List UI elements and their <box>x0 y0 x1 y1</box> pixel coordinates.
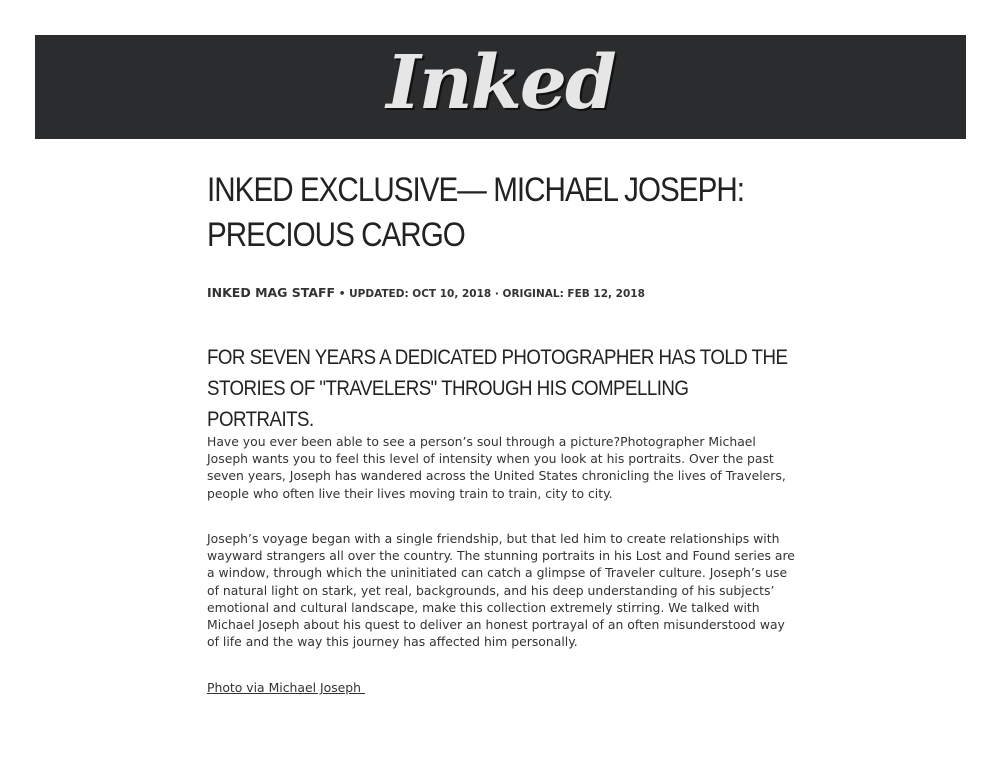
article-paragraph-1: Have you ever been able to see a person’s soul through a picture?Photographer Michael Joseph wants you to feel this level of intensity when you look at his portraits. Over the past seven years, Joseph has wandered across the United States chronicling the lives of Travelers, people who often live their lives moving train to train, city to city. <box>207 434 786 501</box>
site-header <box>35 35 966 139</box>
article-paragraph-2: Joseph’s voyage began with a single friendship, but that led him to create relationships with wayward strangers all over the country. The stunning portraits in his Lost and Found series are a window, through which the uninitiated can catch a glimpse of Traveler culture. Joseph’s use of natural light on stark, yet real, backgrounds, and his deep understanding of his subjects’ emotional and cultural landscape, make this collection extremely stirring. We talked with Michael Joseph about his quest to deliver an honest portrayal of an often misunderstood way of life and the way this journey has affected him personally. <box>207 531 795 650</box>
author-link[interactable]: INKED MAG STAFF <box>207 285 336 300</box>
article-dates: UPDATED: OCT 10, 2018 · ORIGINAL: FEB 12, 2018 <box>349 288 645 300</box>
inked-logo[interactable]: Inked <box>386 40 615 126</box>
byline-separator: • <box>335 288 350 300</box>
article-title: INKED EXCLUSIVE— MICHAEL JOSEPH: PRECIOUS CARGO <box>207 171 745 254</box>
photo-credit-link[interactable]: Photo via Michael Joseph <box>207 680 365 695</box>
article <box>207 168 797 695</box>
article-subheadline: FOR SEVEN YEARS A DEDICATED PHOTOGRAPHER HAS TOLD THE STORIES OF "TRAVELERS" THROUGH HIS COMPELLING PORTRAITS. <box>207 345 788 431</box>
article-byline <box>207 282 645 301</box>
